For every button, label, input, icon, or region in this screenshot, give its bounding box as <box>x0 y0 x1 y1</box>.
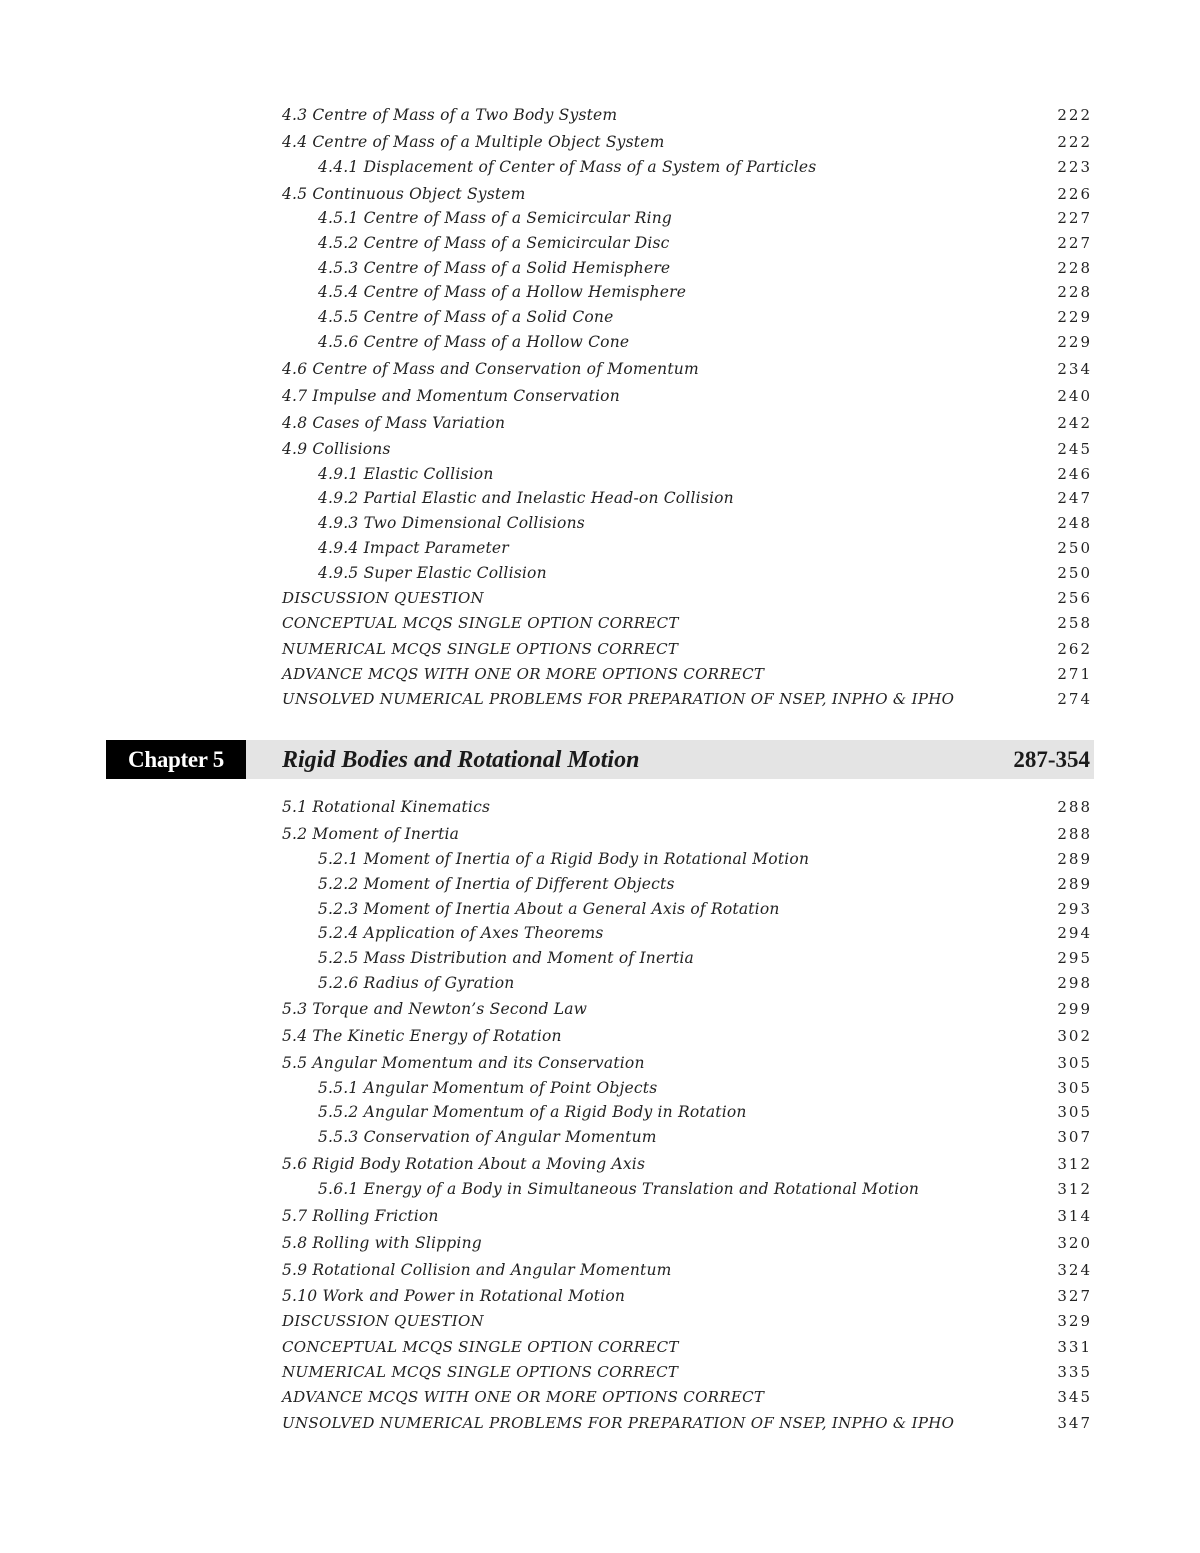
toc-entry-label: 4.9.5 Super Elastic Collision <box>318 564 547 582</box>
toc-entry-label: 5.2.2 Moment of Inertia of Different Objects <box>318 875 675 893</box>
toc-entry-page: 258 <box>1057 614 1092 632</box>
toc-entry-page: 329 <box>1057 1312 1092 1330</box>
toc-entry-label: 5.2.5 Mass Distribution and Moment of Inertia <box>318 949 694 967</box>
toc-entry-page: 246 <box>1057 465 1092 483</box>
toc-entry-page: 305 <box>1057 1103 1092 1121</box>
chapter-title-bar <box>246 740 1094 779</box>
toc-entry-label: 5.10 Work and Power in Rotational Motion <box>282 1287 626 1305</box>
toc-entry-page: 294 <box>1057 924 1092 942</box>
toc-entry-label: 4.5.4 Centre of Mass of a Hollow Hemisphere <box>318 283 687 301</box>
toc-entry-label: 4.9 Collisions <box>282 440 391 458</box>
toc-entry-label: 4.9.2 Partial Elastic and Inelastic Head-on Collision <box>318 489 734 507</box>
toc-entry-label: 5.2.6 Radius of Gyration <box>318 974 515 992</box>
toc-entry-page: 320 <box>1057 1234 1092 1252</box>
toc-entry-page: 293 <box>1057 900 1092 918</box>
toc-entry-label: CONCEPTUAL MCQS SINGLE OPTION CORRECT <box>282 614 679 632</box>
toc-entry-label: DISCUSSION QUESTION <box>282 589 484 607</box>
toc-entry-label: 4.5.6 Centre of Mass of a Hollow Cone <box>318 333 630 351</box>
toc-entry-label: NUMERICAL MCQS SINGLE OPTIONS CORRECT <box>282 640 679 658</box>
toc-entry-page: 327 <box>1057 1287 1092 1305</box>
toc-entry-page: 312 <box>1057 1180 1092 1198</box>
toc-entry-label: 5.5.2 Angular Momentum of a Rigid Body in Rotation <box>318 1103 747 1121</box>
toc-entry-page: 302 <box>1057 1027 1092 1045</box>
toc-entry-label: 4.9.1 Elastic Collision <box>318 465 494 483</box>
chapter-title: Rigid Bodies and Rotational Motion <box>282 747 640 773</box>
toc-entry-label: 4.5.1 Centre of Mass of a Semicircular Ring <box>318 209 673 227</box>
toc-entry-page: 227 <box>1057 234 1092 252</box>
toc-entry-page: 295 <box>1057 949 1092 967</box>
toc-entry-page: 331 <box>1057 1338 1092 1356</box>
toc-entry-page: 228 <box>1057 259 1092 277</box>
toc-entry-label: 5.2.3 Moment of Inertia About a General Axis of Rotation <box>318 900 780 918</box>
toc-entry-page: 324 <box>1057 1261 1092 1279</box>
toc-entry-label: 5.3 Torque and Newton’s Second Law <box>282 1000 588 1018</box>
toc-entry-page: 271 <box>1057 665 1092 683</box>
toc-entry-page: 307 <box>1057 1128 1092 1146</box>
toc-entry-page: 226 <box>1057 185 1092 203</box>
toc-entry-page: 228 <box>1057 283 1092 301</box>
toc-entry-label: 4.9.4 Impact Parameter <box>318 539 509 557</box>
toc-entry-page: 289 <box>1057 875 1092 893</box>
toc-entry-page: 250 <box>1057 539 1092 557</box>
toc-entry-page: 229 <box>1057 308 1092 326</box>
toc-entry-label: 4.5.3 Centre of Mass of a Solid Hemisphere <box>318 259 671 277</box>
toc-entry-page: 305 <box>1057 1054 1092 1072</box>
toc-entry-page: 335 <box>1057 1363 1092 1381</box>
toc-entry-label: 5.8 Rolling with Slipping <box>282 1234 482 1252</box>
toc-entry-label: 4.5.2 Centre of Mass of a Semicircular Disc <box>318 234 670 252</box>
toc-entry-page: 247 <box>1057 489 1092 507</box>
toc-entry-page: 305 <box>1057 1079 1092 1097</box>
toc-entry-page: 345 <box>1057 1388 1092 1406</box>
toc-entry-page: 256 <box>1057 589 1092 607</box>
toc-entry-label: 4.4 Centre of Mass of a Multiple Object System <box>282 133 665 151</box>
toc-entry-page: 245 <box>1057 440 1092 458</box>
chapter-number-tag: Chapter 5 <box>106 740 246 779</box>
toc-entry-page: 289 <box>1057 850 1092 868</box>
toc-entry-page: 274 <box>1057 690 1092 708</box>
toc-entry-page: 248 <box>1057 514 1092 532</box>
toc-entry-label: 4.5.5 Centre of Mass of a Solid Cone <box>318 308 614 326</box>
toc-entry-page: 234 <box>1057 360 1092 378</box>
toc-entry-label: 5.7 Rolling Friction <box>282 1207 439 1225</box>
toc-entry-label: 4.9.3 Two Dimensional Collisions <box>318 514 585 532</box>
toc-entry-label: 4.5 Continuous Object System <box>282 185 526 203</box>
toc-entry-label: DISCUSSION QUESTION <box>282 1312 484 1330</box>
toc-entry-page: 312 <box>1057 1155 1092 1173</box>
toc-entry-label: 5.9 Rotational Collision and Angular Momentum <box>282 1261 672 1279</box>
toc-entry-page: 298 <box>1057 974 1092 992</box>
toc-entry-page: 288 <box>1057 825 1092 843</box>
toc-entry-page: 222 <box>1057 133 1092 151</box>
toc-entry-label: 5.4 The Kinetic Energy of Rotation <box>282 1027 562 1045</box>
toc-entry-page: 240 <box>1057 387 1092 405</box>
toc-entry-label: 4.7 Impulse and Momentum Conservation <box>282 387 620 405</box>
toc-entry-label: 4.4.1 Displacement of Center of Mass of a System of Particles <box>318 158 817 176</box>
toc-entry-page: 250 <box>1057 564 1092 582</box>
toc-entry-label: 4.6 Centre of Mass and Conservation of Momentum <box>282 360 699 378</box>
toc-entry-label: 5.6 Rigid Body Rotation About a Moving Axis <box>282 1155 646 1173</box>
toc-entry-page: 227 <box>1057 209 1092 227</box>
toc-entry-label: 5.5.3 Conservation of Angular Momentum <box>318 1128 657 1146</box>
chapter-page-range: 287-354 <box>1013 747 1090 772</box>
toc-entry-label: 5.2.4 Application of Axes Theorems <box>318 924 604 942</box>
toc-entry-label: 4.3 Centre of Mass of a Two Body System <box>282 106 618 124</box>
toc-entry-page: 262 <box>1057 640 1092 658</box>
toc-entry-label: 4.8 Cases of Mass Variation <box>282 414 506 432</box>
chapter-5-header[interactable] <box>106 740 1094 779</box>
toc-entry-label: 5.2 Moment of Inertia <box>282 825 460 843</box>
toc-entry-page: 222 <box>1057 106 1092 124</box>
toc-entry-label: 5.2.1 Moment of Inertia of a Rigid Body in Rotational Motion <box>318 850 810 868</box>
toc-entry-label: ADVANCE MCQS WITH ONE OR MORE OPTIONS CORRECT <box>282 665 765 683</box>
toc-entry-label: 5.6.1 Energy of a Body in Simultaneous Translation and Rotational Motion <box>318 1180 920 1198</box>
toc-entry-page: 299 <box>1057 1000 1092 1018</box>
toc-entry-label: NUMERICAL MCQS SINGLE OPTIONS CORRECT <box>282 1363 679 1381</box>
toc-entry-page: 242 <box>1057 414 1092 432</box>
toc-entry-page: 347 <box>1057 1414 1092 1432</box>
toc-entry-page: 288 <box>1057 798 1092 816</box>
toc-entry-label: 5.1 Rotational Kinematics <box>282 798 491 816</box>
toc-entry-page: 223 <box>1057 158 1092 176</box>
toc-entry-label: 5.5.1 Angular Momentum of Point Objects <box>318 1079 658 1097</box>
toc-entry-label: ADVANCE MCQS WITH ONE OR MORE OPTIONS CORRECT <box>282 1388 765 1406</box>
toc-entry-label: CONCEPTUAL MCQS SINGLE OPTION CORRECT <box>282 1338 679 1356</box>
toc-entry-page: 229 <box>1057 333 1092 351</box>
toc-entry-label: 5.5 Angular Momentum and its Conservation <box>282 1054 645 1072</box>
toc-entry-label: UNSOLVED NUMERICAL PROBLEMS FOR PREPARATION OF NSEP, INPHO & IPHO <box>282 690 955 708</box>
toc-entry-page: 314 <box>1057 1207 1092 1225</box>
toc-entry-label: UNSOLVED NUMERICAL PROBLEMS FOR PREPARATION OF NSEP, INPHO & IPHO <box>282 1414 955 1432</box>
